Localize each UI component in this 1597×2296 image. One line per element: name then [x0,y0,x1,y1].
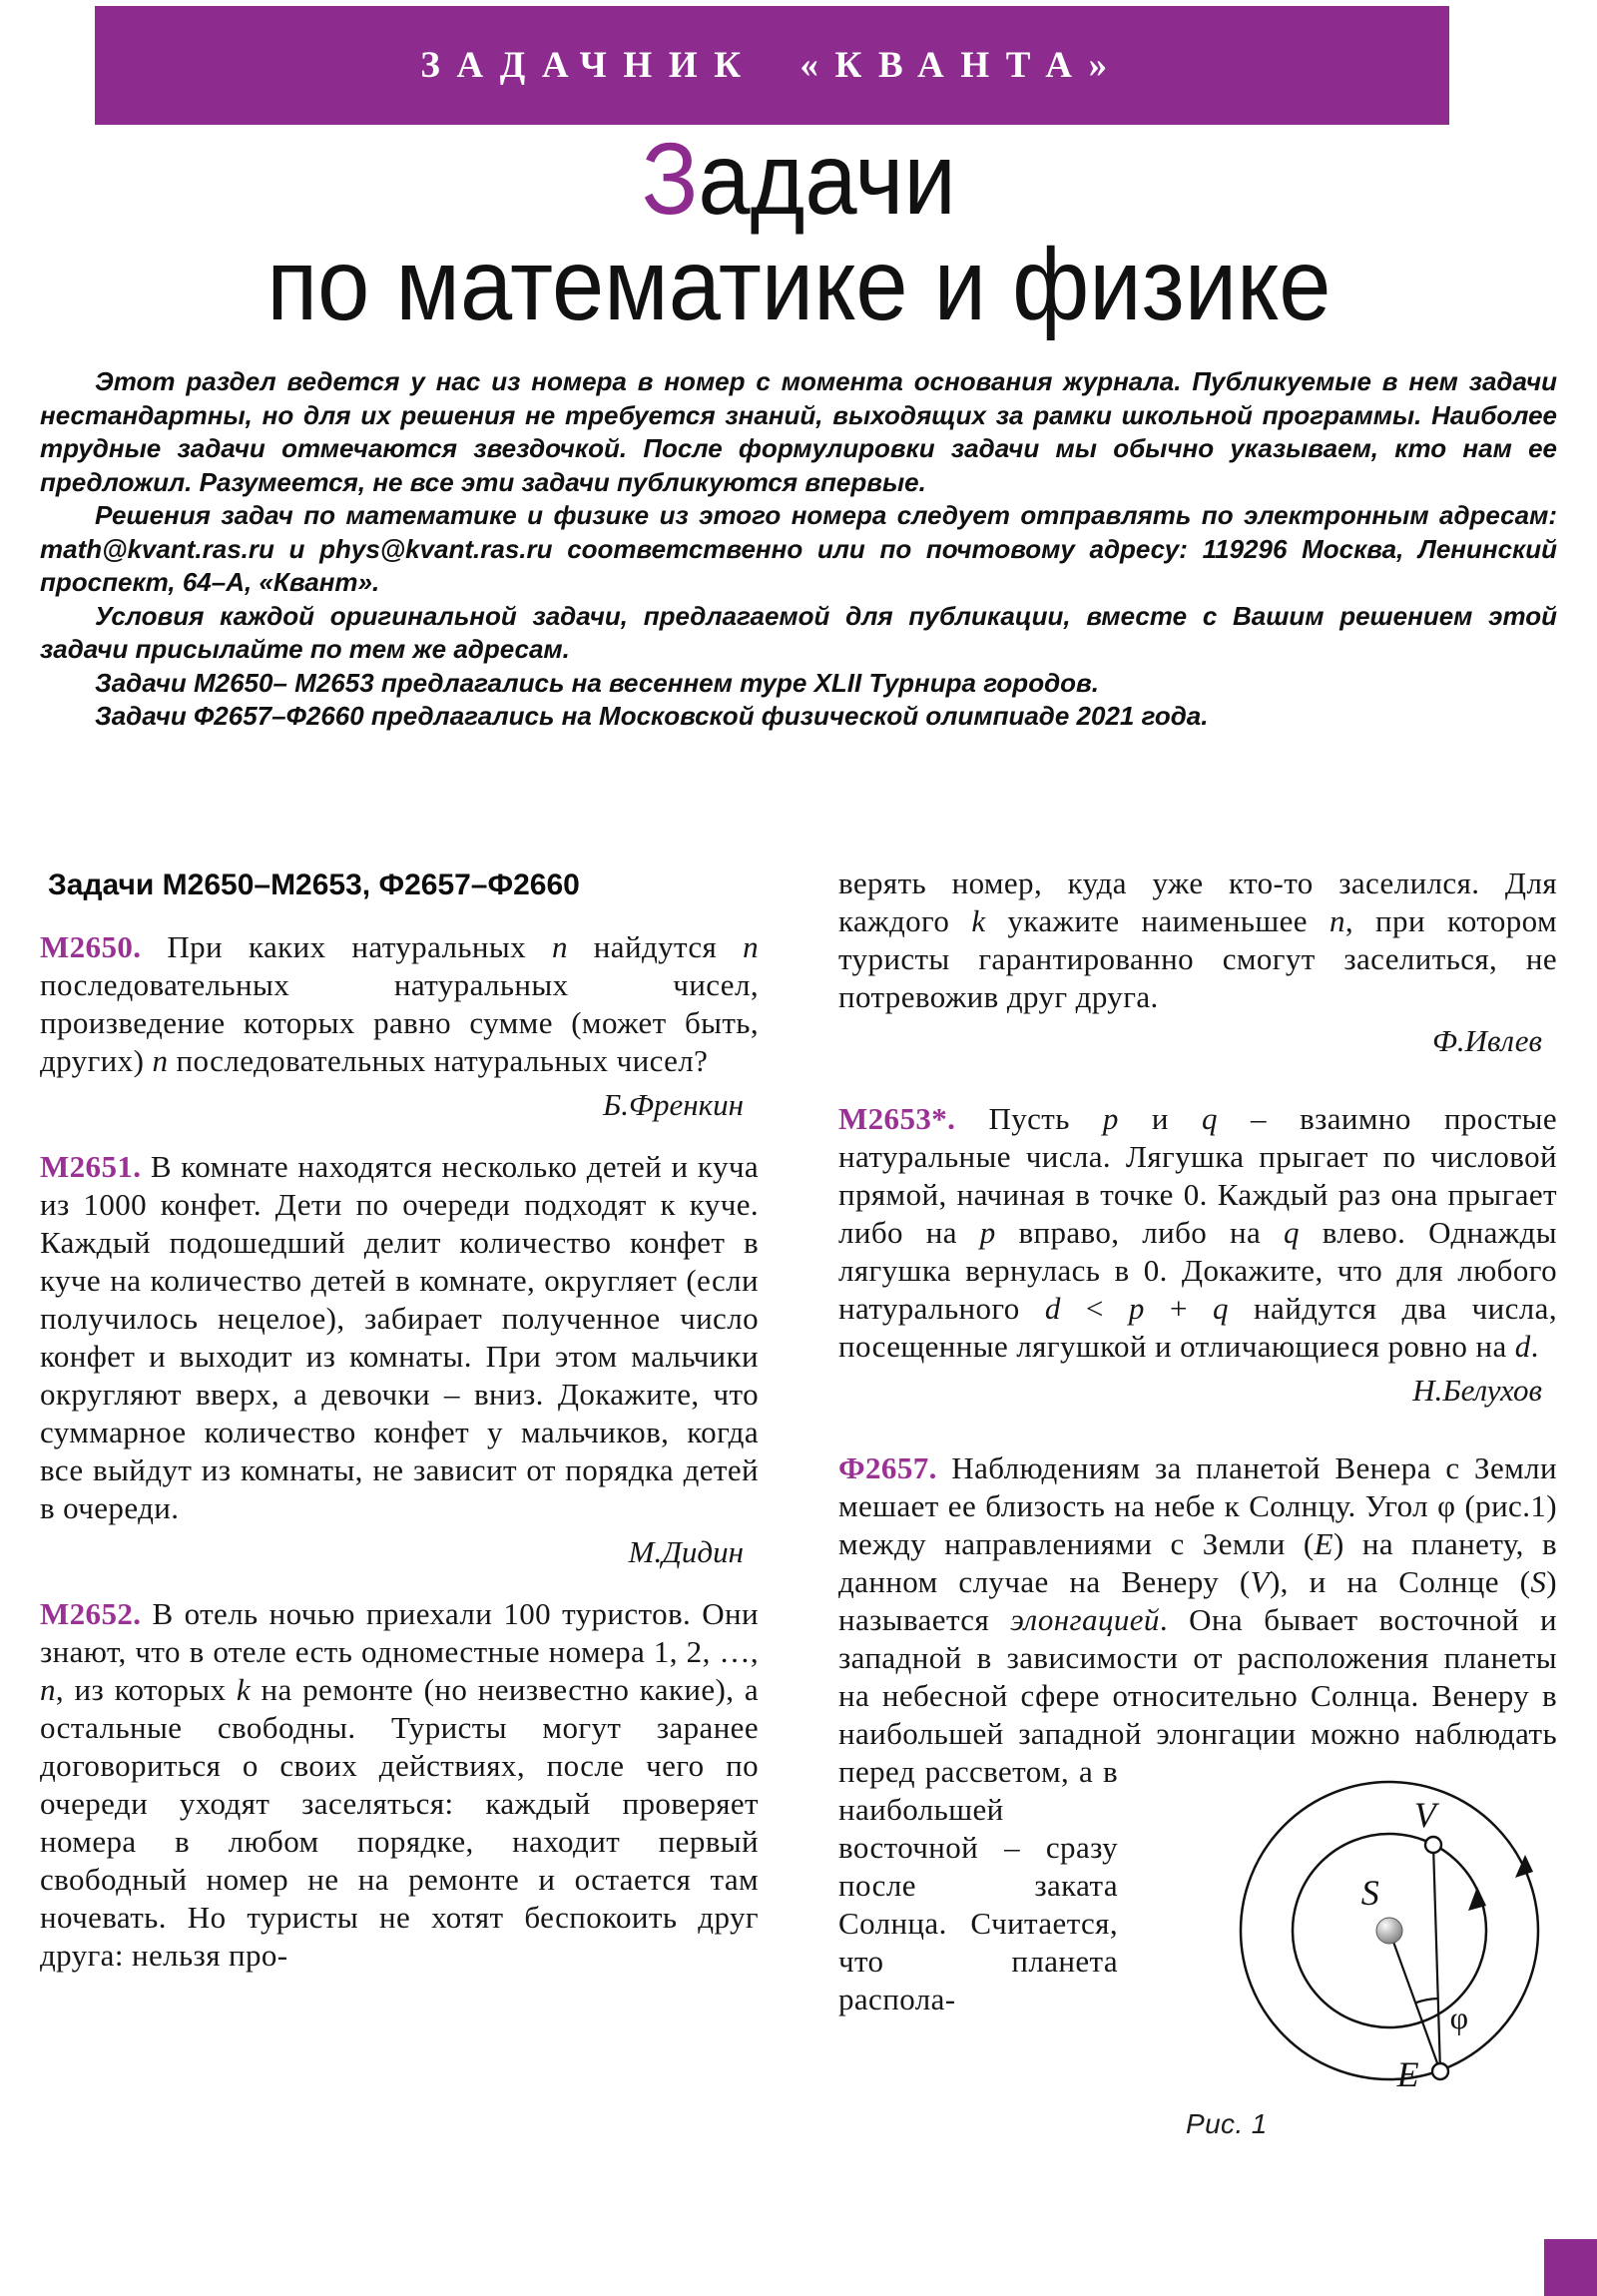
venus-point [1425,1837,1441,1853]
page-title-line1 [641,122,956,236]
problem-text-f2657: Наблюдениям за планетой Венера с Земли мешает ее близость на небе к Солнцу. Угол φ (рис.1) между направлениями с Земли (E) на планету, в данном случае на Венеру (V), и на Солнце (S) называется элонгацией. Она бывает восточной и западной в зависимости от расположения планеты на небесной сфере относительно Солнца. Венеру в наибольшей западной элонгации можно наблюдать перед рассветом, а в наибольшей восточной – сразу после заката Солнца. Считается, что планета распола- [838,1450,1557,2016]
problem-label-m2650: М2650. [40,929,142,964]
intro-paragraph-2: Решения задач по математике и физике из этого номера следует отправлять по электронным адресам: math@kvant.ras.ru и phys@kvant.ras.ru соответственно или по почтовому адресу: 119296 Москва, Ленинский проспект, 64–А, «Квант». [40,500,1557,597]
left-column [40,864,759,2296]
page-title [0,122,1597,341]
problem-f2657 [838,1449,1557,2139]
problem-m2652-part2 [838,864,1557,1016]
problem-label-m2652: М2652. [40,1596,142,1631]
problem-m2651 [40,1148,759,1527]
figure-1 [1128,1753,1557,2143]
sun-point [1376,1918,1402,1944]
intro-paragraph-5: Задачи Ф2657–Ф2660 предлагались на Московской физической олимпиаде 2021 года. [95,701,1209,731]
problem-label-m2651: М2651. [40,1149,142,1184]
line-earth-sun [1389,1931,1440,2071]
intro-paragraph-4: Задачи М2650– М2653 предлагались на весеннем туре XLII Турнира городов. [95,667,1099,698]
problem-author-m2653: Н.Белухов [1412,1373,1542,1408]
problems-section-heading: Задачи М2650–М2653, Ф2657–Ф2660 [48,868,580,901]
figure-caption: Рис. 1 [1186,2108,1268,2139]
earth-point [1432,2063,1448,2079]
problem-text-m2652-part1: В отель ночью приехали 100 туристов. Они знают, что в отеле есть одноместные номера 1, 2, …, n, из которых k на ремонте (но неизвестно какие), а остальные свободны. Туристы могут заранее договориться о своих действиях, после чего по очереди уходят заселяться: каждый проверяет номера в любом порядке, находит первый свободный номер не на ремонте и остается там ночевать. Но туристы не хотят беспокоить друг друга: нельзя про- [40,1596,759,1973]
sun-label: S [1360,1873,1380,1913]
page-title-accent-letter: З [641,122,699,236]
intro-paragraph-1: Этот раздел ведется у нас из номера в номер с момента основания журнала. Публикуемые в нем задачи нестандартны, но для их решения не требуется знаний, выходящих за рамки школьной программы. Наиболее трудные задачи отмечаются звездочкой. После формулировки задачи мы обычно указываем, кто нам ее предложил. Разумеется, не все эти задачи публикуются впервые. [40,366,1557,497]
problem-text-m2653: Пусть p и q – взаимно простые натуральные числа. Лягушка прыгает по числовой прямой, начиная в точке 0. Каждый раз она прыгает либо на p вправо, либо на q влево. Однажды лягушка вернулась в 0. Докажите, что для любого натурального d < p + q найдутся два числа, посещенные лягушкой и отличающиеся ровно на d. [838,1101,1557,1364]
editorial-intro [40,365,1557,734]
right-column [838,864,1557,2296]
problem-label-m2653: М2653*. [838,1101,956,1136]
problems-columns [40,864,1557,2296]
page-corner-decoration [1544,2239,1597,2296]
page-title-line2: по математике и физике [266,228,1331,341]
section-banner [95,6,1449,125]
problem-m2652-part1 [40,1595,759,1975]
page-title-line1-rest: адачи [698,122,956,236]
elongation-angle-arc [1415,1999,1438,2003]
problem-author-m2650: Б.Френкин [603,1087,744,1122]
problem-label-f2657: Ф2657. [838,1450,937,1485]
problem-m2653 [838,1100,1557,1366]
problem-text-m2652-part2: верять номер, куда уже кто-то заселился. Для каждого k укажите наименьшее n, при котором туристы гарантированно смогут заселиться, не потревожив друг друга. [838,865,1557,1014]
venus-label: V [1413,1795,1437,1835]
problem-author-m2651: М.Дидин [628,1534,744,1569]
problem-author-m2652: Ф.Ивлев [1431,1023,1542,1058]
line-earth-venus [1433,1845,1440,2071]
elongation-diagram [1128,1753,1557,2092]
problem-text-m2651: В комнате находятся несколько детей и куча из 1000 конфет. Дети по очереди подходят к куче. Каждый подошедший делит количество конфет в куче на количество детей в комнате, округляет (если получилось нецелое), забирает полученное число конфет и выходит из комнаты. При этом мальчики округляют вверх, а девочки – вниз. Докажите, что суммарное количество конфет у мальчиков, когда все выйдут из комнаты, не зависит от порядка детей в очереди. [40,1149,759,1525]
earth-orbit-arrow-icon [1515,1855,1533,1878]
elongation-angle-label: φ [1449,2000,1469,2035]
problem-text-m2650: При каких натуральных n найдутся n последовательных натуральных чисел, произведение которых равно сумме (может быть, других) n последовательных натуральных чисел? [40,929,759,1078]
intro-paragraph-3: Условия каждой оригинальной задачи, предлагаемой для публикации, вместе с Вашим решением этой задачи присылайте по тем же адресам. [40,600,1557,664]
problem-m2650 [40,928,759,1080]
section-banner-title: ЗАДАЧНИК «КВАНТА» [420,45,1124,86]
earth-label: E [1396,2054,1419,2092]
